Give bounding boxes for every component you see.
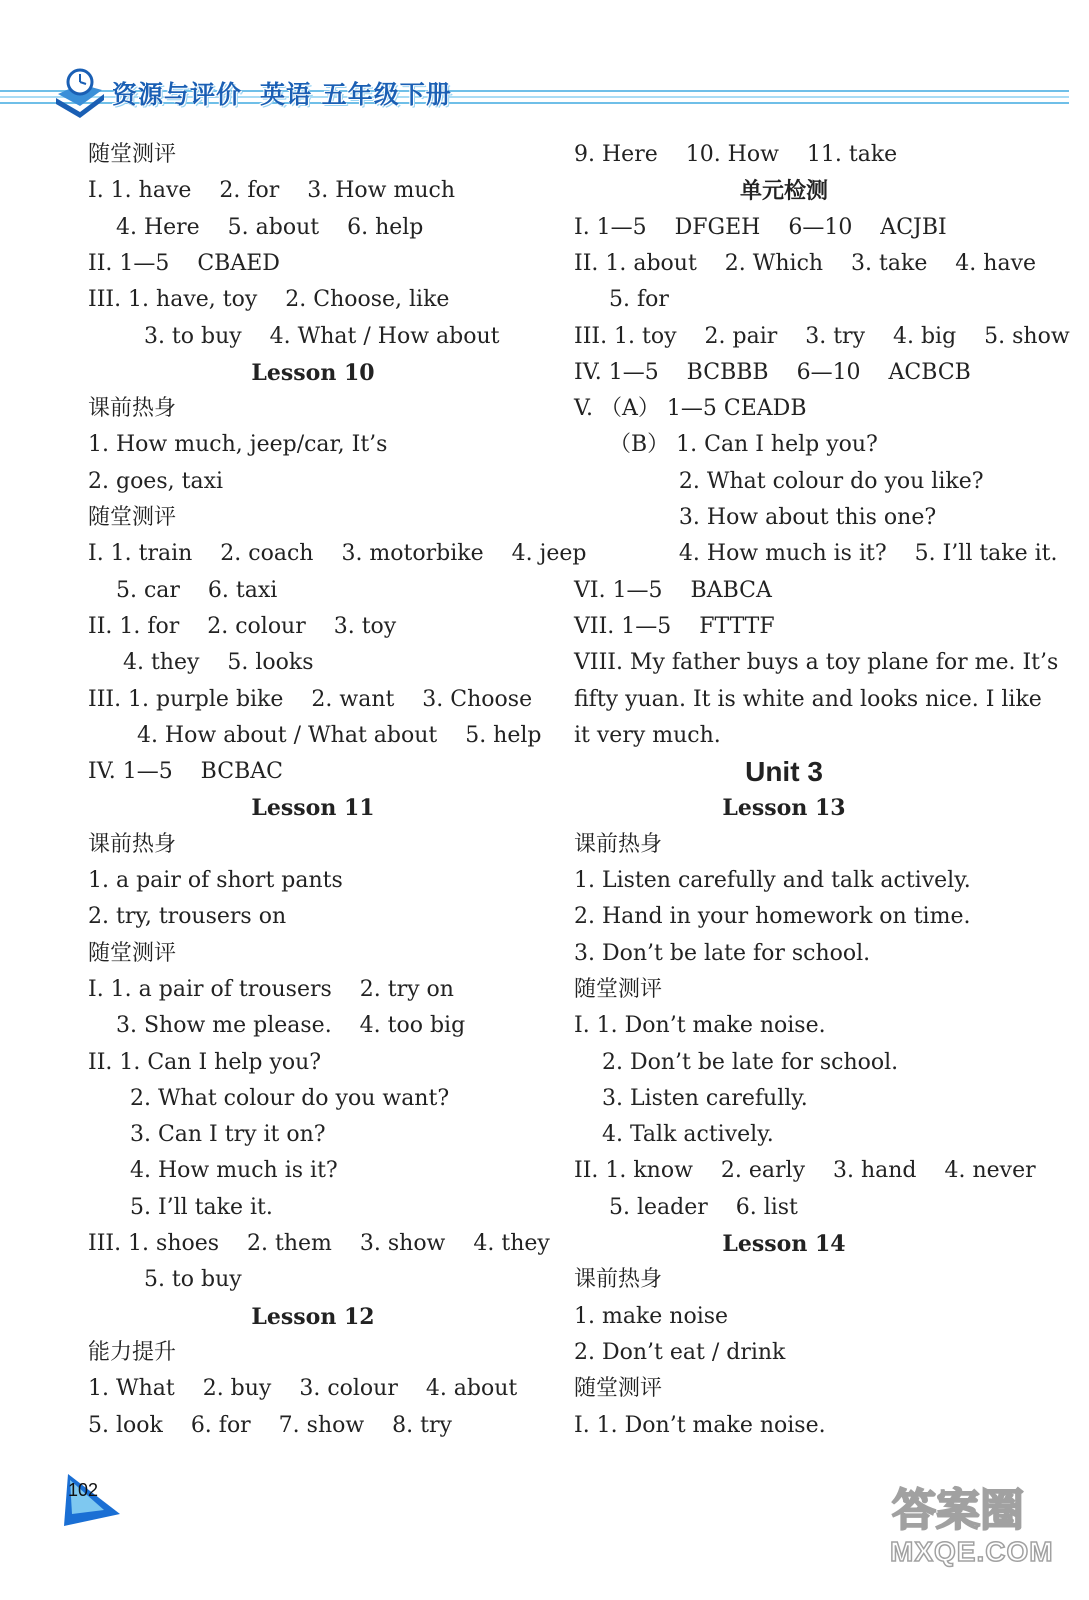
answer-line: I. 1. have 2. for 3. How much xyxy=(88,178,455,204)
header-title xyxy=(112,78,452,112)
answer-line: I. 1. train 2. coach 3. motorbike 4. jeep xyxy=(88,541,587,567)
book-clock-logo-icon xyxy=(52,64,108,120)
site-watermark xyxy=(888,1474,1068,1584)
answer-line: 随堂测评 xyxy=(88,142,177,167)
answer-line: V. （A） 1—5 CEADB xyxy=(574,396,807,422)
answer-line: 2. What colour do you like? xyxy=(574,468,984,494)
answer-line: 3. Listen carefully. xyxy=(574,1085,808,1111)
answer-line: IV. 1—5 BCBBB 6—10 ACBCB xyxy=(574,359,971,385)
answer-line: 5. to buy xyxy=(88,1267,242,1293)
answer-line: 5. I’ll take it. xyxy=(88,1194,273,1220)
section-heading: Lesson 11 xyxy=(251,795,375,822)
page-number-badge xyxy=(64,1474,124,1526)
answer-line: 随堂测评 xyxy=(88,940,177,966)
answer-line: 1. make noise xyxy=(574,1303,729,1329)
answer-line: I. 1—5 DFGEH 6—10 ACJBI xyxy=(574,214,947,240)
section-heading: Lesson 13 xyxy=(722,795,846,822)
answer-line: 课前热身 xyxy=(574,831,663,857)
answer-line: 5. look 6. for 7. show 8. try xyxy=(88,1412,452,1438)
answer-line: 4. Here 5. about 6. help xyxy=(88,214,424,240)
book-series-title: 资源与评价 xyxy=(112,80,243,109)
answer-line: 4. How much is it? xyxy=(88,1158,338,1184)
watermark-domain: MXQE.COM xyxy=(890,1536,1054,1567)
book-subject-title: 英语 五年级下册 xyxy=(260,80,452,109)
answer-line: 2. goes, taxi xyxy=(88,468,224,494)
answer-line: VII. 1—5 FTTTF xyxy=(574,613,775,639)
answer-line: 随堂测评 xyxy=(574,976,663,1002)
answer-line: 随堂测评 xyxy=(574,1376,663,1402)
answer-line: III. 1. shoes 2. them 3. show 4. they xyxy=(88,1231,550,1256)
answer-line: IV. 1—5 BCBAC xyxy=(88,759,283,785)
section-heading: Lesson 12 xyxy=(251,1303,375,1330)
answer-line: 5. leader 6. list xyxy=(574,1194,798,1220)
section-heading: Lesson 14 xyxy=(722,1231,846,1257)
section-heading: 单元检测 xyxy=(739,178,828,205)
answer-line: 能力提升 xyxy=(88,1339,177,1365)
page-number: 102 xyxy=(68,1480,99,1500)
answer-line: II. 1. Can I help you? xyxy=(88,1049,322,1075)
answer-line: II. 1. about 2. Which 3. take 4. have xyxy=(574,250,1037,276)
answer-line: 1. a pair of short pants xyxy=(88,868,343,893)
answer-line: 5. car 6. taxi xyxy=(88,577,278,603)
answer-line: 9. Here 10. How 11. take xyxy=(574,142,898,167)
answer-line: 随堂测评 xyxy=(88,505,177,530)
answer-line: 3. Can I try it on? xyxy=(88,1122,326,1148)
answer-line: 2. Don’t be late for school. xyxy=(574,1049,899,1075)
answer-line: 5. for xyxy=(574,287,669,313)
answer-line: II. 1. for 2. colour 3. toy xyxy=(88,613,397,639)
answer-line: VI. 1—5 BABCA xyxy=(574,577,772,603)
answer-line: II. 1. know 2. early 3. hand 4. never xyxy=(574,1158,1036,1184)
answer-line: 1. What 2. buy 3. colour 4. about xyxy=(88,1376,518,1402)
answer-line: 2. Don’t eat / drink xyxy=(574,1339,786,1365)
answer-line: 2. What colour do you want? xyxy=(88,1085,450,1111)
answer-line: 3. to buy 4. What / How about xyxy=(88,323,500,349)
answer-line: fifty yuan. It is white and looks nice. I like xyxy=(574,686,1042,712)
answer-line: III. 1. toy 2. pair 3. try 4. big 5. show xyxy=(574,323,1070,349)
answer-line: （B） 1. Can I help you? xyxy=(574,432,878,458)
answer-line: I. 1. Don’t make noise. xyxy=(574,1013,826,1039)
answer-line: 2. Hand in your homework on time. xyxy=(574,904,971,930)
answer-line: 4. How about / What about 5. help xyxy=(88,722,542,748)
section-heading: Lesson 10 xyxy=(251,359,375,386)
answer-line: 课前热身 xyxy=(88,396,177,422)
answer-line: I. 1. Don’t make noise. xyxy=(574,1412,826,1438)
watermark-chinese: 答案圈 xyxy=(892,1485,1024,1536)
answer-line: II. 1—5 CBAED xyxy=(88,250,280,276)
answer-line: 1. Listen carefully and talk actively. xyxy=(574,868,971,893)
answer-line: 课前热身 xyxy=(574,1267,663,1293)
answer-line: 4. they 5. looks xyxy=(88,650,314,676)
answer-line: I. 1. a pair of trousers 2. try on xyxy=(88,976,454,1002)
answer-line: III. 1. have, toy 2. Choose, like xyxy=(88,287,450,313)
answer-line: III. 1. purple bike 2. want 3. Choose xyxy=(88,686,533,712)
answer-line: 3. Don’t be late for school. xyxy=(574,940,871,966)
answer-line: 3. Show me please. 4. too big xyxy=(88,1013,466,1039)
answer-line: 1. How much, jeep/car, It’s xyxy=(88,432,388,458)
answer-line: 4. How much is it? 5. I’ll take it. xyxy=(574,541,1058,567)
answer-line: 2. try, trousers on xyxy=(88,904,287,930)
answer-line: VIII. My father buys a toy plane for me. It’s xyxy=(574,650,1059,676)
page-header xyxy=(0,60,1089,130)
answer-line: it very much. xyxy=(574,722,721,748)
answer-line: 4. Talk actively. xyxy=(574,1122,774,1148)
answer-line: 课前热身 xyxy=(88,831,177,857)
answer-line: 3. How about this one? xyxy=(574,505,937,530)
unit-heading: Unit 3 xyxy=(745,756,823,788)
